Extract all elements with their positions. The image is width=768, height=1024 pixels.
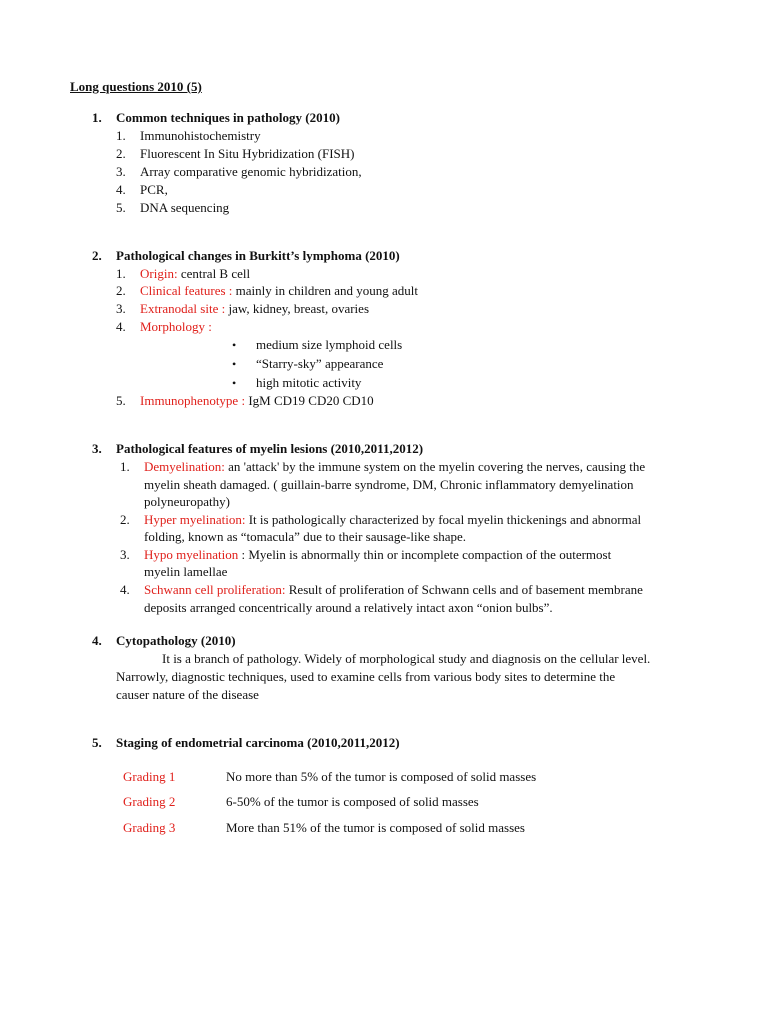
immunophenotype-label: Immunophenotype : xyxy=(140,393,246,408)
grade-text: No more than 5% of the tumor is composed of solid masses xyxy=(226,769,537,784)
list-item: 3. Extranodal site : jaw, kidney, breast, ovaries xyxy=(116,301,369,316)
list-item: 5. Immunophenotype : IgM CD19 CD20 CD10 xyxy=(116,393,374,408)
bullet-icon: • xyxy=(232,376,237,390)
hypo-myelination-text: : Myelin is abnormally thin or incomplete compaction of the outermost xyxy=(238,547,612,562)
demyelination-text: an 'attack' by the immune system on the myelin covering the nerves, causing the xyxy=(224,459,646,474)
list-item: 2. Clinical features : mainly in children and young adult xyxy=(116,283,418,298)
list-item: 3. Array comparative genomic hybridization, xyxy=(116,164,362,179)
section-5-heading: 5. Staging of endometrial carcinoma (2010,2011,2012) xyxy=(92,735,400,750)
list-item: 4. Morphology : xyxy=(116,319,212,334)
cytopathology-text-cont: Narrowly, diagnostic techniques, used to examine cells from various body sites to determine the xyxy=(116,669,616,684)
list-item: 1. Demyelination: an 'attack' by the immune system on the myelin covering the nerves, causing the xyxy=(120,459,646,474)
section-1-title: Common techniques in pathology (2010) xyxy=(116,110,340,125)
demyelination-label: Demyelination: xyxy=(144,459,225,474)
list-item-text: Immunohistochemistry xyxy=(140,128,261,143)
grade-label: Grading 1 xyxy=(123,769,176,784)
list-item-text: Array comparative genomic hybridization, xyxy=(140,164,362,179)
list-item-text: Fluorescent In Situ Hybridization (FISH) xyxy=(140,146,355,161)
bullet-text: medium size lymphoid cells xyxy=(256,337,403,352)
hyper-myelination-label: Hyper myelination: xyxy=(144,512,246,527)
origin-label: Origin: xyxy=(140,266,178,281)
section-4-title: Cytopathology (2010) xyxy=(116,633,236,648)
section-5-title: Staging of endometrial carcinoma (2010,2011,2012) xyxy=(116,735,400,750)
clinical-label: Clinical features : xyxy=(140,283,233,298)
clinical-text: mainly in children and young adult xyxy=(232,283,418,298)
demyelination-text-cont: myelin sheath damaged. ( guillain-barre syndrome, DM, Chronic inflammatory demyelination xyxy=(144,477,634,492)
list-item: 5. DNA sequencing xyxy=(116,200,230,215)
list-item: 1. Immunohistochemistry xyxy=(116,128,261,143)
section-2-title: Pathological changes in Burkitt’s lymphoma (2010) xyxy=(116,248,400,263)
schwann-text-cont: deposits arranged concentrically around a relatively intact axon “onion bulbs”. xyxy=(144,600,553,615)
morphology-label: Morphology : xyxy=(140,319,212,334)
demyelination-text-cont: polyneuropathy) xyxy=(144,494,230,509)
grade-text: More than 51% of the tumor is composed of solid masses xyxy=(226,820,525,835)
cytopathology-text-cont: causer nature of the disease xyxy=(116,687,259,702)
bullet-text: “Starry-sky” appearance xyxy=(256,356,384,371)
grade-text: 6-50% of the tumor is composed of solid masses xyxy=(226,794,479,809)
grade-label: Grading 3 xyxy=(123,820,176,835)
bullet-item xyxy=(232,355,383,373)
list-item: 2. Hyper myelination: It is pathologically characterized by focal myelin thickenings and abnormal xyxy=(120,512,642,527)
schwann-label: Schwann cell proliferation: xyxy=(144,582,286,597)
cytopathology-text: It is a branch of pathology. Widely of morphological study and diagnosis on the cellular level. xyxy=(162,651,651,666)
list-item: 4. Schwann cell proliferation: Result of proliferation of Schwann cells and of basement membrane xyxy=(120,582,643,597)
bullet-item xyxy=(232,374,361,392)
page-title: Long questions 2010 (5) xyxy=(70,79,202,94)
bullet-icon: • xyxy=(232,357,237,371)
hypo-myelination-text-cont: myelin lamellae xyxy=(144,564,228,579)
section-number: 1. xyxy=(92,110,102,125)
extranodal-label: Extranodal site : xyxy=(140,301,226,316)
list-item: 4. PCR, xyxy=(116,182,168,197)
schwann-text: Result of proliferation of Schwann cells and of basement membrane xyxy=(285,582,643,597)
section-2-heading: 2. Pathological changes in Burkitt’s lymphoma (2010) xyxy=(92,248,400,263)
bullet-item xyxy=(232,336,402,354)
section-1-heading xyxy=(92,109,340,126)
hypo-myelination-label: Hypo myelination xyxy=(144,547,239,562)
list-item-text: DNA sequencing xyxy=(140,200,230,215)
bullet-icon: • xyxy=(232,338,237,352)
immunophenotype-text: IgM CD19 CD20 CD10 xyxy=(245,393,374,408)
section-3-title: Pathological features of myelin lesions (2010,2011,2012) xyxy=(116,441,424,456)
section-4-heading: 4. Cytopathology (2010) xyxy=(92,633,236,648)
origin-text: central B cell xyxy=(177,266,251,281)
hyper-myelination-text: It is pathologically characterized by focal myelin thickenings and abnormal xyxy=(245,512,642,527)
list-item: 3. Hypo myelination : Myelin is abnormally thin or incomplete compaction of the outermost xyxy=(120,547,612,562)
grade-label: Grading 2 xyxy=(123,794,176,809)
list-item: 1. Origin: central B cell xyxy=(116,266,251,281)
list-item: 2. Fluorescent In Situ Hybridization (FISH) xyxy=(116,146,355,161)
hyper-myelination-text-cont: folding, known as “tomacula” due to their sausage-like shape. xyxy=(144,529,467,544)
extranodal-text: jaw, kidney, breast, ovaries xyxy=(225,301,369,316)
list-item-text: PCR, xyxy=(140,182,168,197)
bullet-text: high mitotic activity xyxy=(256,375,362,390)
section-3-heading: 3. Pathological features of myelin lesions (2010,2011,2012) xyxy=(92,441,424,456)
